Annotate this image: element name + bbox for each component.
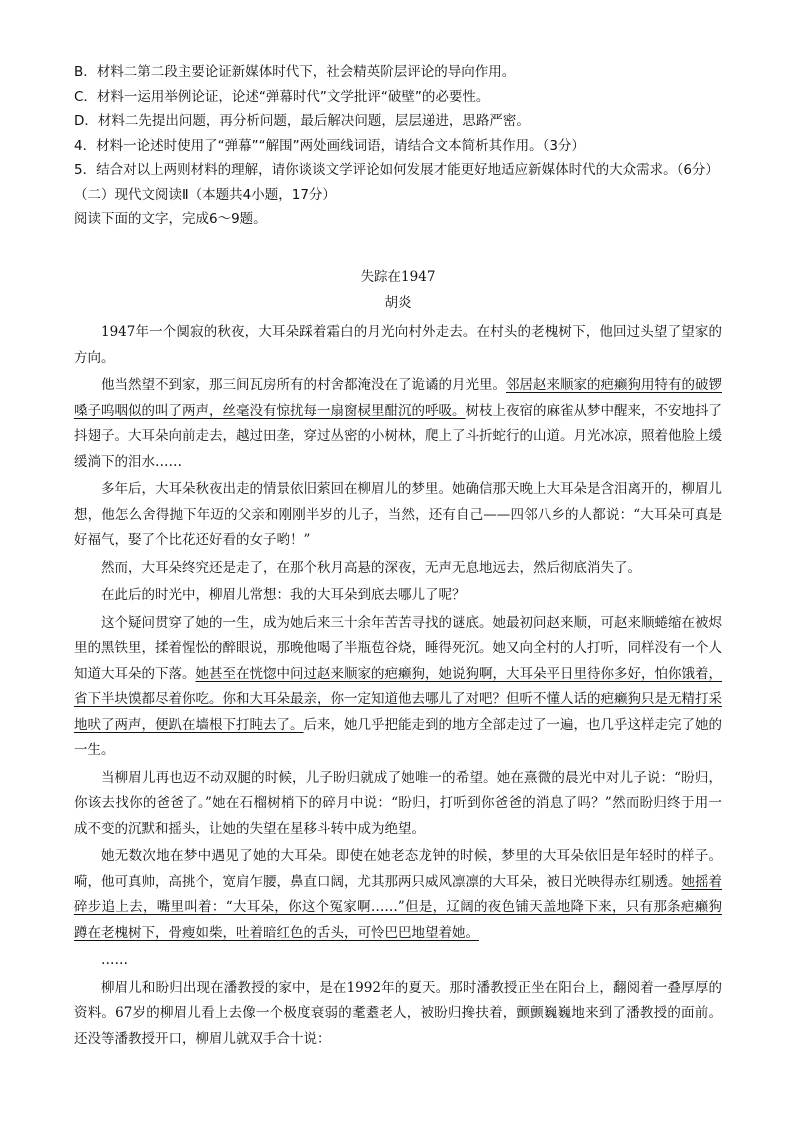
paragraph-8 [74,844,722,946]
paragraph-2-text-b: 树枝上夜宿的麻雀从梦中醒来，不安地抖了抖翅子。大耳朵向前走去，越过田垄，穿过丛密的小树林，爬上了斗折蛇行的山道。月光冰凉，照着他脸上缓缓淌下的泪水…… [74,402,722,470]
article [74,264,722,1054]
question-block [74,60,724,232]
question-4: 4．材料一论述时使用了“弹幕”“解围”两处画线词语，请结合文本简析其作用。（3分） [74,137,585,154]
paragraph-6-text-a: 这个疑问贯穿了她的一生，成为她后来三十余年苦苦寻找的谜底。她最初问赵来顺，可赵来顺蜷缩在被烬里的黑铁里，揉着惺忪的醉眼说，那晚他喝了半瓶苞谷烧，睡得死沉。她又向全村的人打听，同样没有一个人知道大耳朵的下落。 [74,614,722,682]
paragraph-6 [74,611,722,764]
question-5: 5．结合对以上两则材料的理解，请你谈谈文学评论如何发展才能更好地适应新媒体时代的大众需求。（6分） [74,162,719,178]
paragraph-6-underlined: 她甚至在恍惚中问过赵来顺家的疤癞狗，她说狗啊，大耳朵平日里待你多好，怕你饿着，省下半块馍都尽着你吃。你和大耳朵最亲，你一定知道他去哪儿了对吧？但听不懂人话的疤癞狗只是无精打采地吠了两声，便趴在墙根下打盹去了。 [74,665,722,733]
ellipsis: …… [101,952,128,968]
section-instruction: 阅读下面的文字，完成6～9题。 [74,211,267,227]
paragraph-3: 多年后，大耳朵秋夜出走的情景依旧萦回在柳眉儿的梦里。她确信那天晚上大耳朵是含泪离开的，柳眉儿想，他怎么舍得抛下年迈的父亲和刚刚半岁的儿子，当然，还有自己——四邻八乡的人都说：“大耳朵可真是好福气，娶了个比花还好看的女子哟！” [74,481,722,548]
paragraph-8-underlined: 她摇着碎步追上去，嘴里叫着：“大耳朵，你这个冤家啊……”但是，辽阔的夜色铺天盖地降下来，只有那条疤癞狗蹲在老槐树下，骨瘦如柴，吐着暗红色的舌头，可怜巴巴地望着她。 [74,873,722,941]
article-title: 失踪在1947 [360,269,436,285]
section-heading: （二）现代文阅读Ⅱ（本题共4小题，17分） [74,186,336,203]
paragraph-9: 柳眉儿和盼归出现在潘教授的家中，是在1992年的夏天。那时潘教授正坐在阳台上，翻阅着一叠厚厚的资料。67岁的柳眉儿看上去像一个极度衰弱的耄耋老人，被盼归搀扶着，颤颤巍巍地来到了潘教授的面前。还没等潘教授开口，柳眉儿就双手合十说： [74,979,722,1047]
paragraph-6-text-b: 后来，她几乎把能走到的地方全部走过了一遍，也几乎这样走完了她的一生。 [74,716,722,758]
option-b: B．材料二第二段主要论证新媒体时代下，社会精英阶层评论的导向作用。 [74,64,516,80]
paragraph-5: 在此后的时光中，柳眉儿常想：我的大耳朵到底去哪儿了呢？ [101,587,466,603]
option-d: D．材料二先提出问题，再分析问题，最后解决问题，层层递进，思路严密。 [74,113,530,129]
paragraph-1: 1947年一个阒寂的秋夜，大耳朵踩着霜白的月光向村外走去。在村头的老槐树下，他回过头望了望家的方向。 [74,324,722,366]
article-author: 胡炎 [384,295,412,311]
paragraph-2-underlined: 邻居赵来顺家的疤癞狗用特有的破锣嗓子呜咽似的叫了两声，丝毫没有惊扰每一扇窗棂里酣沉的呼吸。 [74,377,722,419]
paragraph-2-text-a: 他当然望不到家，那三间瓦房所有的村舍都淹没在了诡谲的月光里。 [101,377,506,393]
paragraph-8-text-a: 她无数次地在梦中遇见了她的大耳朵。即使在她老态龙钟的时候，梦里的大耳朵依旧是年轻时的样子。嗬，他可真帅，高挑个，宽肩乍腰，鼻直口阔，尤其那两只威风凛凛的大耳朵，被日光映得赤红剔透。 [74,848,722,890]
option-c: C．材料一运用举例论证，论述“弹幕时代”文学批评“破壁”的必要性。 [74,88,490,105]
paragraph-7: 当柳眉儿再也迈不动双腿的时候，儿子盼归就成了她唯一的希望。她在熹微的晨光中对儿子说：“盼归，你该去找你的爸爸了。”她在石榴树梢下的碎月中说：“盼归，打听到你爸爸的消息了吗？”然而盼归终于用一成不变的沉默和摇头，让她的失望在星移斗转中成为绝望。 [74,769,722,837]
paragraph-4: 然而，大耳朵终究还是走了，在那个秋月高悬的深夜，无声无息地远去，然后彻底消失了。 [101,559,641,576]
paragraph-2 [74,373,722,475]
